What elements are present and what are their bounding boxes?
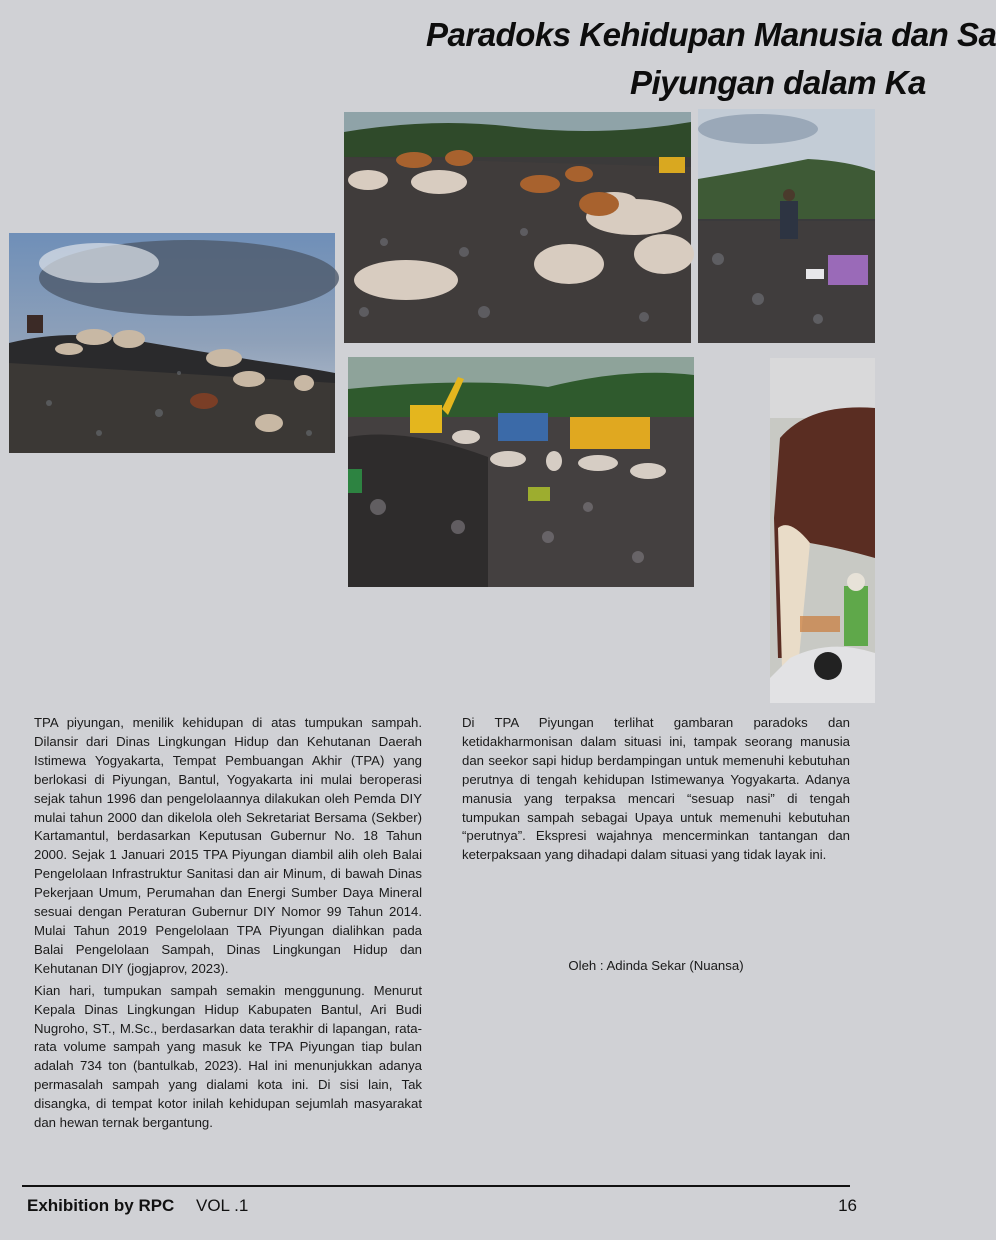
photo-cow-closeup-worker — [770, 358, 875, 703]
paragraph-volume: Kian hari, tumpukan sampah semakin menggunung. Menurut Kepala Dinas Lingkungan Hidup Kabupaten Bantul, Ari Budi Nugroho, ST., M.Sc., berdasarkan data terakhir di lapangan, rata-rata volume sampah yang masuk ke TPA Piyungan tiap bulan adalah 734 ton (bantulkab, 2023). Hal ini menunjukkan adanya permasalah sampah yang dialami kota ini. Di sisi lain, Tak disangka, di tempat kotor inilah kehidupan sejumlah masyarakat dan hewan ternak bergantung. — [34, 982, 422, 1131]
photo-cows-on-garbage — [344, 112, 691, 343]
photo-excavators-cows — [348, 357, 694, 587]
photo-scavenger-garbage — [698, 109, 875, 343]
author-credit: Oleh : Adinda Sekar (Nuansa) — [568, 958, 744, 973]
page-number: 16 — [838, 1196, 857, 1215]
paragraph-paradox: Di TPA Piyungan terlihat gambaran paradoks dan ketidakharmonisan dalam situasi ini, tampak seorang manusia dan seekor sapi hidup berdampingan untuk memenuhi kebutuhan perutnya di tengah kehidupan Istimewanya Yogyakarta. Adanya manusia yang terpaksa mencari “sesuap nasi” di tengah tumpukan sampah sebagai Upaya untuk memenuhi kebutuhan “perutnya”. Ekspresi wajahnya mencerminkan tantangan dan keterpaksaan yang dihadapi dalam situasi yang tidak layak ini. — [462, 715, 850, 863]
paragraph-history: TPA piyungan, menilik kehidupan di atas tumpukan sampah. Dilansir dari Dinas Lingkungan Hidup dan Kehutanan Daerah Istimewa Yogyakarta, Tempat Pembuangan Akhir (TPA) yang berlokasi di Piyungan, Bantul, Yogyakarta ini mulai beroperasi sejak tahun 1996 dan pengelolaannya dilakukan oleh Pemda DIY mulai tahun 2000 dan dikelola oleh Sekretariat Bersama (Sekber) Kartamantul, berdasarkan Keputusan Gubernur No. 18 Tahun 2000. Sejak 1 Januari 2015 TPA Piyungan diambil alih oleh Balai Pengelolaan Infrastruktur Sanitasi dan air Minum, di bawah Dinas Pekerjaan Umum, Perumahan dan Energi Sumber Daya Mineral sesuai dengan Peraturan Gubernur DIY Nomor 99 Tahun 2014. Mulai Tahun 2019 Pengelolaan TPA Piyungan dialihkan pada Balai Pengelolaan Sampah, Dinas Lingkungan Hidup dan Kehutanan DIY (jogjaprov, 2023). — [34, 715, 422, 976]
footer-brand: Exhibition by RPC — [27, 1196, 175, 1215]
footer-divider — [22, 1185, 850, 1187]
article-column-left — [34, 714, 422, 1136]
article-title-line-2: Piyungan dalam Ka — [630, 64, 926, 101]
article-title-line-1: Paradoks Kehidupan Manusia dan Sa — [426, 16, 996, 53]
article-column-right — [462, 714, 850, 868]
footer-volume: VOL .1 — [196, 1196, 249, 1215]
photo-cows-silhouette-hill — [9, 233, 335, 453]
